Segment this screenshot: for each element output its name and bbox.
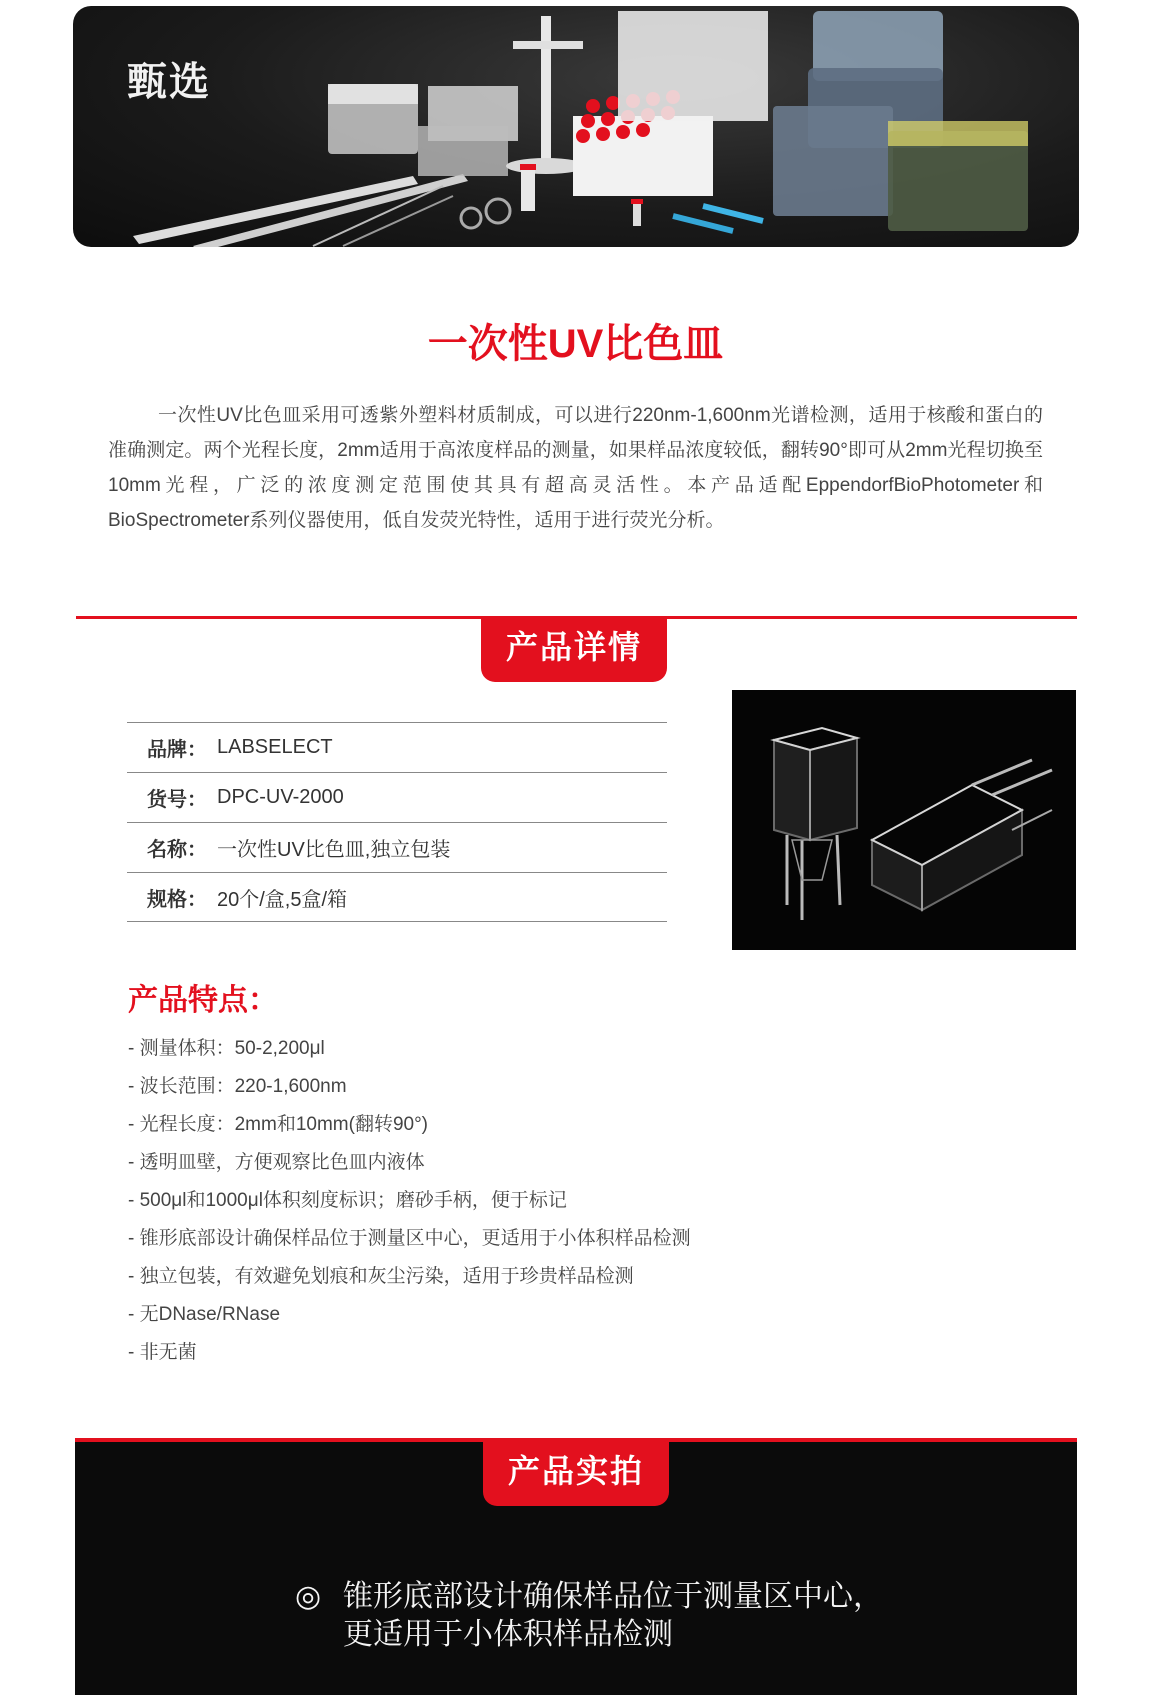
spec-value: 一次性UV比色皿,独立包装 (217, 839, 451, 861)
hero-banner (73, 6, 1079, 247)
caption-line-1: 锥形底部设计确保样品位于测量区中心， (343, 1580, 883, 1613)
spec-key: 货号： (147, 789, 207, 811)
features-list (128, 1030, 691, 1372)
spec-row-sku (127, 772, 667, 822)
feature-item: - 非无菌 (128, 1342, 197, 1363)
spec-key: 品牌： (147, 739, 207, 761)
product-intro: 一次性UV比色皿采用可透紫外塑料材质制成，可以进行220nm-1,600nm光谱检测，适用于核酸和蛋白的准确测定。两个光程长度，2mm适用于高浓度样品的测量，如果样品浓度较低，翻转90°即可从2mm光程切换至10mm光程，广泛的浓度测定范围使其具有超高灵活性。本产品适配EppendorfBioPhotometer和BioSpectrometer系列仪器使用，低自发荧光特性，适用于进行荧光分析。 (108, 405, 1043, 531)
spec-value: DPC-UV-2000 (217, 786, 344, 808)
feature-item: - 光程长度：2mm和10mm(翻转90°) (128, 1114, 429, 1135)
section-tab-photos: 产品实拍 (483, 1440, 669, 1506)
spec-table (127, 722, 667, 922)
feature-item: - 波长范围：220-1,600nm (128, 1076, 347, 1097)
spec-value: 20个/盒,5盒/箱 (217, 888, 348, 911)
feature-item: - 透明皿壁，方便观察比色皿内液体 (128, 1152, 425, 1173)
feature-item: - 无DNase/RNase (128, 1304, 281, 1325)
feature-item: - 500μl和1000μl体积刻度标识；磨砂手柄，便于标记 (128, 1190, 567, 1211)
feature-item: - 锥形底部设计确保样品位于测量区中心，更适用于小体积样品检测 (128, 1228, 691, 1249)
feature-item: - 独立包装，有效避免划痕和灰尘污染，适用于珍贵样品检测 (128, 1266, 634, 1287)
spec-value: LABSELECT (217, 736, 333, 758)
brand-logo: 甄选 (127, 59, 211, 105)
spec-row-package (127, 872, 667, 922)
spec-row-name (127, 822, 667, 872)
cuvette-illustration (732, 690, 1076, 950)
product-photo-cuvettes (732, 690, 1076, 950)
features-title: 产品特点： (128, 984, 278, 1017)
spec-row-brand (127, 722, 667, 772)
spec-key: 规格： (147, 888, 207, 911)
feature-item: - 测量体积：50-2,200μl (128, 1038, 325, 1059)
bullet-circle-icon: ◎ (295, 1580, 322, 1613)
spec-key: 名称： (147, 839, 207, 861)
section-tab-details: 产品详情 (481, 616, 667, 682)
banner-lab-products-image (73, 6, 1079, 247)
photo-caption (295, 1578, 883, 1654)
page-title: 一次性UV比色皿 (427, 322, 724, 366)
caption-line-2: 更适用于小体积样品检测 (343, 1618, 673, 1651)
